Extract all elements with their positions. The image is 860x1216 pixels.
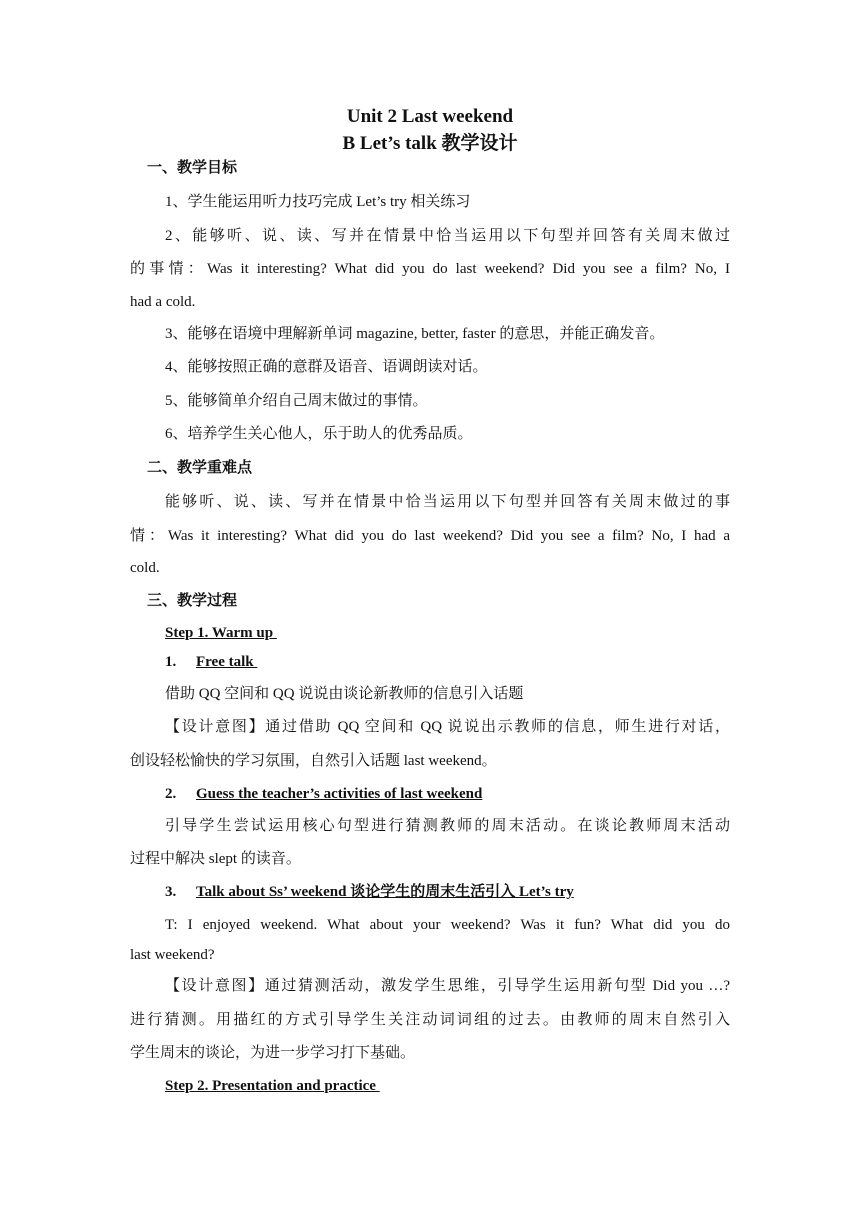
objective-item-3: 3、能够在语境中理解新单词 magazine, better, faster 的意思，并能正确发音。 <box>165 326 665 342</box>
key-points-line-2: 情：Was it interesting? What did you do last weekend? Did you see a film? No, I had a <box>130 528 730 544</box>
step-1-item-2-text: 引导学生尝试运用核心句型进行猜测教师的周末活动。在谈论教师周末活动 <box>165 818 730 834</box>
step-1-item-1-text: 借助 QQ 空间和 QQ 说说由谈论新教师的信息引入话题 <box>165 686 524 702</box>
step-1-heading: Step 1. Warm up <box>165 625 277 641</box>
step-1-item-3-text-cont: last weekend? <box>130 947 215 963</box>
key-points-line-3: cold. <box>130 560 160 576</box>
objective-item-6: 6、培养学生关心他人，乐于助人的优秀品质。 <box>165 426 473 442</box>
step-1-item-3-intent-end: 学生周末的谈论，为进一步学习打下基础。 <box>130 1045 416 1061</box>
step-2-heading: Step 2. Presentation and practice <box>165 1078 380 1094</box>
step-1-item-3-intent-cont: 进行猜测。用描红的方式引导学生关注动词词组的过去。由教师的周末自然引入 <box>130 1012 730 1028</box>
document-title: Unit 2 Last weekend <box>346 106 514 127</box>
step-1-item-2-number: 2. <box>165 786 177 802</box>
step-1-item-1-intent: 【设计意图】通过借助 QQ 空间和 QQ 说说出示教师的信息，师生进行对话， <box>165 719 730 735</box>
section-heading-key-points: 二、教学重难点 <box>147 460 253 476</box>
step-1-item-2-title: Guess the teacher’s activities of last weekend <box>196 786 483 802</box>
step-1-item-3-title: Talk about Ss’ weekend 谈论学生的周末生活引入 Let’s try <box>196 884 574 900</box>
step-1-item-1-title: Free talk <box>196 654 258 670</box>
step-1-item-1-number: 1. <box>165 654 177 670</box>
step-1-item-3-text: T: I enjoyed weekend. What about your weekend? Was it fun? What did you do <box>165 917 730 933</box>
section-heading-process: 三、教学过程 <box>147 593 238 609</box>
step-1-item-1-intent-cont: 创设轻松愉快的学习氛围，自然引入话题 last weekend。 <box>130 753 497 769</box>
objective-item-2-end: had a cold. <box>130 294 196 310</box>
document-subtitle: B Let’s talk 教学设计 <box>342 133 518 154</box>
step-1-item-2-text-cont: 过程中解决 slept 的读音。 <box>130 851 301 867</box>
objective-item-1: 1、学生能运用听力技巧完成 Let’s try 相关练习 <box>165 194 471 210</box>
objective-item-4: 4、能够按照正确的意群及语音、语调朗读对话。 <box>165 359 488 375</box>
objective-item-2-cont: 的事情：Was it interesting? What did you do last weekend? Did you see a film? No, I <box>130 261 730 277</box>
objective-item-5: 5、能够简单介绍自己周末做过的事情。 <box>165 393 428 409</box>
step-1-item-3-number: 3. <box>165 884 177 900</box>
key-points-line-1: 能够听、说、读、写并在情景中恰当运用以下句型并回答有关周末做过的事 <box>165 494 730 510</box>
step-1-item-3-intent: 【设计意图】通过猜测活动，激发学生思维，引导学生运用新句型 Did you …? <box>165 978 730 994</box>
section-heading-objectives: 一、教学目标 <box>147 160 238 176</box>
objective-item-2: 2、能够听、说、读、写并在情景中恰当运用以下句型并回答有关周末做过 <box>165 228 730 244</box>
